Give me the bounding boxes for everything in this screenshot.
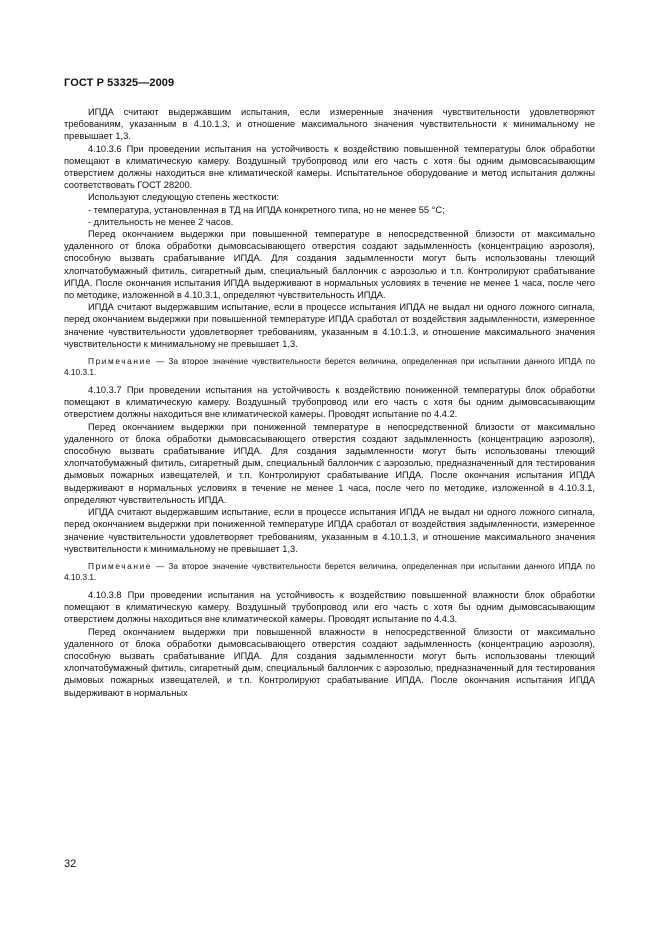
- page-number: 32: [64, 858, 77, 870]
- paragraph: ИПДА считают выдержавшим испытание, если в процессе испытания ИПДА не выдал ни одного ложного сигнала, перед окончанием выдержки при пониженной температуре ИПДА сработал от воздействия задымленности, измеренное значение чувствительности удовлетворяет требованиям, указанным в 4.10.1.3, и отношение максимального значения чувствительности к минимальному не превышает 1,3.: [64, 507, 595, 554]
- note: [64, 356, 595, 378]
- paragraph: Перед окончанием выдержки при пониженной температуре в непосредственной близости от максимально удаленного от блока обработки дымовсасывающего отверстия создают задымленность (концентрацию аэрозоля), способную вызвать срабатывание ИПДА. Для создания задымленности могут быть использованы тлеющий хлопчатобумажный фитиль, сигаретный дым, специальный баллончик с аэрозолью, предназначенный для тестирования дымовых пожарных извещателей, и т.п. Контролируют срабатывание ИПДА. После окончания испытания ИПДА выдерживают в нормальных условиях в течение не менее 1 часа, после чего по методике, изложенной в 4.10.3.1, определяют чувствительность ИПДА.: [64, 421, 595, 505]
- paragraph: Используют следующую степень жесткости:: [88, 192, 280, 203]
- note-text: — За второе значение чувствительности берется величина, определенная при испытании данного ИПДА по 4.10.3.1.: [64, 560, 595, 582]
- document-header: ГОСТ Р 53325—2009: [64, 77, 175, 89]
- note-label: Примечание: [88, 356, 153, 367]
- paragraph: ИПДА считают выдержавшим испытания, если измеренные значения чувствительности удовлетворяют требованиям, указанным в 4.10.1.3, и отношение максимального значения чувствительности к минимальному не превышает 1,3.: [64, 107, 595, 142]
- paragraph: 4.10.3.7 При проведении испытания на устойчивость к воздействию пониженной температуры блок обработки помещают в климатическую камеру. Воздушный трубопровод или его часть с хотя бы одним дымовсасывающим отверстием должны находиться вне климатической камеры. Проводят испытание по 4.4.2.: [64, 385, 595, 420]
- note-text: — За второе значение чувствительности берется величина, определенная при испытании данного ИПДА по 4.10.3.1.: [64, 356, 595, 378]
- paragraph: 4.10.3.6 При проведении испытания на устойчивость к воздействию повышенной температуры блок обработки помещают в климатическую камеру. Воздушный трубопровод или его часть с хотя бы одним дымовсасывающим отверстием должны находиться вне климатической камеры. Испытательное оборудование и метод испытания должны соответствовать ГОСТ 28200.: [64, 143, 595, 191]
- note: [64, 561, 595, 583]
- paragraph: ИПДА считают выдержавшим испытание, если в процессе испытания ИПДА не выдал ни одного ложного сигнала, перед окончанием выдержки при повышенной температуре ИПДА сработал от воздействия задымленности, измеренное значение чувствительности удовлетворяет требованиям, указанным в 4.10.1.3, и отношение максимального значения чувствительности к минимальному не превышает 1,3.: [64, 302, 595, 349]
- paragraph: - температура, установленная в ТД на ИПДА конкретного типа, но не менее 55 °С;: [88, 204, 445, 215]
- paragraph: Перед окончанием выдержки при повышенной температуре в непосредственной близости от максимально удаленного от блока обработки дымовсасывающего отверстия создают задымленность (концентрацию аэрозоля), способную вызвать срабатывание ИПДА. Для создания задымленности могут быть использованы тлеющий хлопчатобумажный фитиль, сигаретный дым, специальный баллончик с аэрозолью и т.п. Контролируют срабатывание ИПДА. После окончания испытания ИПДА выдерживают в нормальных условиях в течение не менее 1 часа, после чего по методике, изложенной в 4.10.3.1, определяют чувствительность ИПДА.: [64, 229, 595, 301]
- paragraph: Перед окончанием выдержки при повышенной влажности в непосредственной близости от максимально удаленного от блока обработки дымовсасывающего отверстия создают задымленность (концентрацию аэрозоля), способную вызвать срабатывание ИПДА. Для создания задымленности могут быть использованы тлеющий хлопчатобумажный фитиль, сигаретный дым, специальный баллончик с аэрозолью, предназначенный для тестирования дымовых пожарных извещателей, и т.п. Контролируют срабатывание ИПДА. После окончания испытания ИПДА выдерживают в нормальных: [64, 626, 595, 698]
- paragraph: 4.10.3.8 При проведении испытания на устойчивость к воздействию повышенной влажности блок обработки помещают в климатическую камеру. Воздушный трубопровод или его часть с хотя бы одним дымовсасывающим отверстием должны находиться вне климатической камеры. Проводят испытание по 4.4.3.: [64, 589, 595, 625]
- document-body: [64, 106, 595, 699]
- note-label: Примечание: [88, 560, 153, 571]
- paragraph: - длительность не менее 2 часов.: [88, 216, 234, 227]
